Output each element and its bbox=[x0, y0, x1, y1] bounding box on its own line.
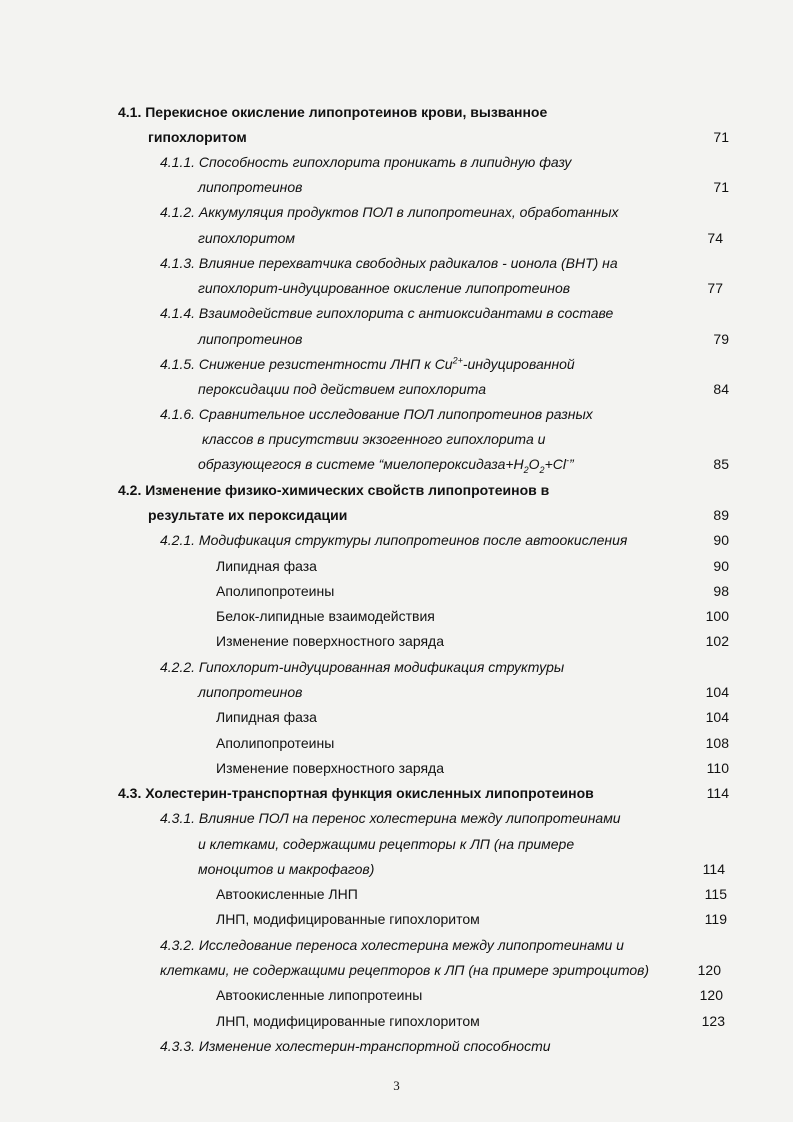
toc-entry-text: Аполипопротеины bbox=[216, 583, 335, 599]
toc-entry-text: гипохлоритом bbox=[148, 129, 247, 145]
toc-page-number: 79 bbox=[713, 331, 729, 347]
toc-entry-text: Белок-липидные взаимодействия bbox=[216, 608, 435, 624]
toc-entry-text: и клетками, содержащими рецепторы к ЛП (на примере bbox=[198, 836, 575, 852]
toc-page-number: 120 bbox=[699, 987, 723, 1003]
toc-page-number: 123 bbox=[701, 1013, 725, 1029]
toc-entry-text: липопротеинов bbox=[198, 179, 303, 195]
toc-entry-4-2-1-b bbox=[0, 579, 793, 603]
toc-entry-4-2-2-a bbox=[0, 705, 793, 729]
toc-entry-4-1-1 bbox=[0, 150, 793, 174]
toc-entry-text: клетками, не содержащими рецепторов к ЛП (на примере эритроцитов) bbox=[160, 962, 650, 978]
toc-entry-4-2 bbox=[0, 478, 793, 502]
toc-entry-4-1-6 bbox=[0, 402, 793, 426]
toc-entry-4-1-6-cont1 bbox=[0, 427, 793, 451]
toc-page-number: 71 bbox=[713, 179, 729, 195]
toc-page-number: 98 bbox=[713, 583, 729, 599]
toc-page-number: 104 bbox=[705, 684, 729, 700]
toc-entry-4-1-3 bbox=[0, 251, 793, 275]
subscript: 2 bbox=[523, 464, 529, 475]
toc-entry-text: 4.3.2. Исследование переноса холестерина между липопротеинами и bbox=[160, 937, 624, 953]
toc-page-number: 89 bbox=[713, 507, 729, 523]
toc-entry-4-2-2-b bbox=[0, 731, 793, 755]
toc-entry-4-2-1 bbox=[0, 528, 793, 552]
toc-text-part: -индуцированной bbox=[462, 356, 575, 372]
toc-entry-text: моноцитов и макрофагов) bbox=[198, 861, 375, 877]
toc-page-number: 90 bbox=[713, 558, 729, 574]
toc-entry-text: Аполипопротеины bbox=[216, 735, 335, 751]
toc-entry-4-1-3-cont bbox=[0, 276, 793, 300]
toc-entry-4-1-1-cont bbox=[0, 175, 793, 199]
toc-entry-4-2-cont bbox=[0, 503, 793, 527]
toc-entry-text: пероксидации под действием гипохлорита bbox=[198, 381, 487, 397]
toc-entry-text: Липидная фаза bbox=[216, 558, 317, 574]
toc-entry-4-3 bbox=[0, 781, 793, 805]
page-number: 3 bbox=[393, 1078, 400, 1093]
toc-entry-text: липопротеинов bbox=[198, 684, 303, 700]
toc-text-part: образующегося в системе “миелопероксидаза+H bbox=[198, 456, 524, 472]
toc-page-number: 114 bbox=[702, 861, 725, 877]
toc-entry-4-2-2-c bbox=[0, 756, 793, 780]
toc-entry-4-2-1-a bbox=[0, 554, 793, 578]
toc-entry-text: 4.1.6. Сравнительное исследование ПОЛ липопротеинов разных bbox=[160, 406, 593, 422]
toc-page-number: 74 bbox=[707, 230, 723, 246]
toc-entry-4-2-1-d bbox=[0, 629, 793, 653]
toc-page-number: 102 bbox=[705, 633, 729, 649]
toc-entry-4-3-2-cont bbox=[0, 958, 793, 982]
toc-entry-4-1-5 bbox=[0, 352, 793, 376]
toc-entry-text: липопротеинов bbox=[198, 331, 303, 347]
toc-entry-text: гипохлорит-индуцированное окисление липопротеинов bbox=[198, 280, 571, 296]
toc-page-number: 104 bbox=[705, 709, 729, 725]
toc-entry-4-2-2 bbox=[0, 655, 793, 679]
toc-entry-text: 4.2. Изменение физико-химических свойств липопротеинов в bbox=[118, 482, 550, 498]
toc-entry-text: классов в присутствии экзогенного гипохлорита и bbox=[202, 431, 546, 447]
toc-entry-4-3-1-b bbox=[0, 907, 793, 931]
toc-page-number: 71 bbox=[713, 129, 729, 145]
toc-entry-text: Автоокисленные липопротеины bbox=[216, 987, 423, 1003]
toc-entry-text: Автоокисленные ЛНП bbox=[216, 886, 358, 902]
toc-entry-text: 4.2.1. Модификация структуры липопротеинов после автоокисления bbox=[160, 532, 628, 548]
toc-entry-text: ЛНП, модифицированные гипохлоритом bbox=[216, 1013, 480, 1029]
toc-entry-text: 4.1.1. Способность гипохлорита проникать в липидную фазу bbox=[160, 154, 572, 170]
toc-entry-text: 4.1. Перекисное окисление липопротеинов крови, вызванное bbox=[118, 104, 548, 120]
toc-entry-4-3-3 bbox=[0, 1034, 793, 1058]
toc-entry-4-1-2 bbox=[0, 200, 793, 224]
toc-entry-text: ЛНП, модифицированные гипохлоритом bbox=[216, 911, 480, 927]
toc-entry-text bbox=[160, 352, 575, 376]
toc-entry-4-3-2-b bbox=[0, 1009, 793, 1033]
toc-page-number: 110 bbox=[706, 760, 729, 776]
toc-entry-4-1-cont bbox=[0, 125, 793, 149]
superscript: - bbox=[565, 455, 569, 466]
toc-entry-4-2-1-c bbox=[0, 604, 793, 628]
toc-entry-4-3-2 bbox=[0, 933, 793, 957]
toc-entry-text: гипохлоритом bbox=[198, 230, 296, 246]
toc-page-number: 90 bbox=[713, 532, 729, 548]
toc-entry-text: Липидная фаза bbox=[216, 709, 317, 725]
toc-entry-4-2-2-cont bbox=[0, 680, 793, 704]
toc-page-number: 77 bbox=[707, 280, 723, 296]
toc-entry-4-1 bbox=[0, 100, 793, 124]
toc-entry-text: Изменение поверхностного заряда bbox=[216, 760, 444, 776]
toc-page-number: 115 bbox=[704, 886, 727, 902]
toc-entry-text: 4.2.2. Гипохлорит-индуцированная модификация структуры bbox=[160, 659, 565, 675]
toc-page-number: 119 bbox=[704, 911, 727, 927]
toc-entry-4-1-6-cont2 bbox=[0, 452, 793, 476]
toc-text-part: +Cl bbox=[544, 456, 566, 472]
toc-entry-4-3-1-a bbox=[0, 882, 793, 906]
toc-entry-text: 4.1.2. Аккумуляция продуктов ПОЛ в липопротеинах, обработанных bbox=[160, 204, 619, 220]
toc-entry-4-1-5-cont bbox=[0, 377, 793, 401]
toc-text-part: 4.1.5. Снижение резистентности ЛНП к Cu bbox=[160, 356, 453, 372]
subscript: 2 bbox=[539, 464, 545, 475]
toc-page-number: 120 bbox=[697, 962, 721, 978]
toc-entry-text: 4.3.1. Влияние ПОЛ на перенос холестерина между липопротеинами bbox=[160, 810, 621, 826]
toc-entry-4-3-2-a bbox=[0, 983, 793, 1007]
toc-entry-text: 4.1.3. Влияние перехватчика свободных радикалов - ионола (ВНТ) на bbox=[160, 255, 618, 271]
toc-page-number: 84 bbox=[713, 381, 729, 397]
superscript: 2+ bbox=[452, 355, 463, 366]
toc-entry-text: результате их пероксидации bbox=[148, 507, 348, 523]
toc-entry-4-3-1-cont1 bbox=[0, 832, 793, 856]
toc-page-number: 100 bbox=[705, 608, 729, 624]
toc-entry-4-1-2-cont bbox=[0, 226, 793, 250]
toc-text-part: O bbox=[528, 456, 540, 472]
toc-entry-text: 4.3.3. Изменение холестерин-транспортной способности bbox=[160, 1038, 551, 1054]
toc-entry-4-1-4-cont bbox=[0, 327, 793, 351]
toc-entry-4-3-1 bbox=[0, 806, 793, 830]
toc-page-number: 114 bbox=[706, 785, 729, 801]
toc-entry-text: 4.3. Холестерин-транспортная функция окисленных липопротеинов bbox=[118, 785, 594, 801]
toc-entry-text bbox=[198, 452, 574, 476]
toc-entry-4-1-4 bbox=[0, 301, 793, 325]
toc-entry-text: 4.1.4. Взаимодействие гипохлорита с антиоксидантами в составе bbox=[160, 305, 614, 321]
toc-entry-4-3-1-cont2 bbox=[0, 857, 793, 881]
toc-page-number: 108 bbox=[705, 735, 729, 751]
toc-text-part: ” bbox=[568, 456, 574, 472]
toc-page-number: 85 bbox=[713, 456, 729, 472]
toc-entry-text: Изменение поверхностного заряда bbox=[216, 633, 444, 649]
